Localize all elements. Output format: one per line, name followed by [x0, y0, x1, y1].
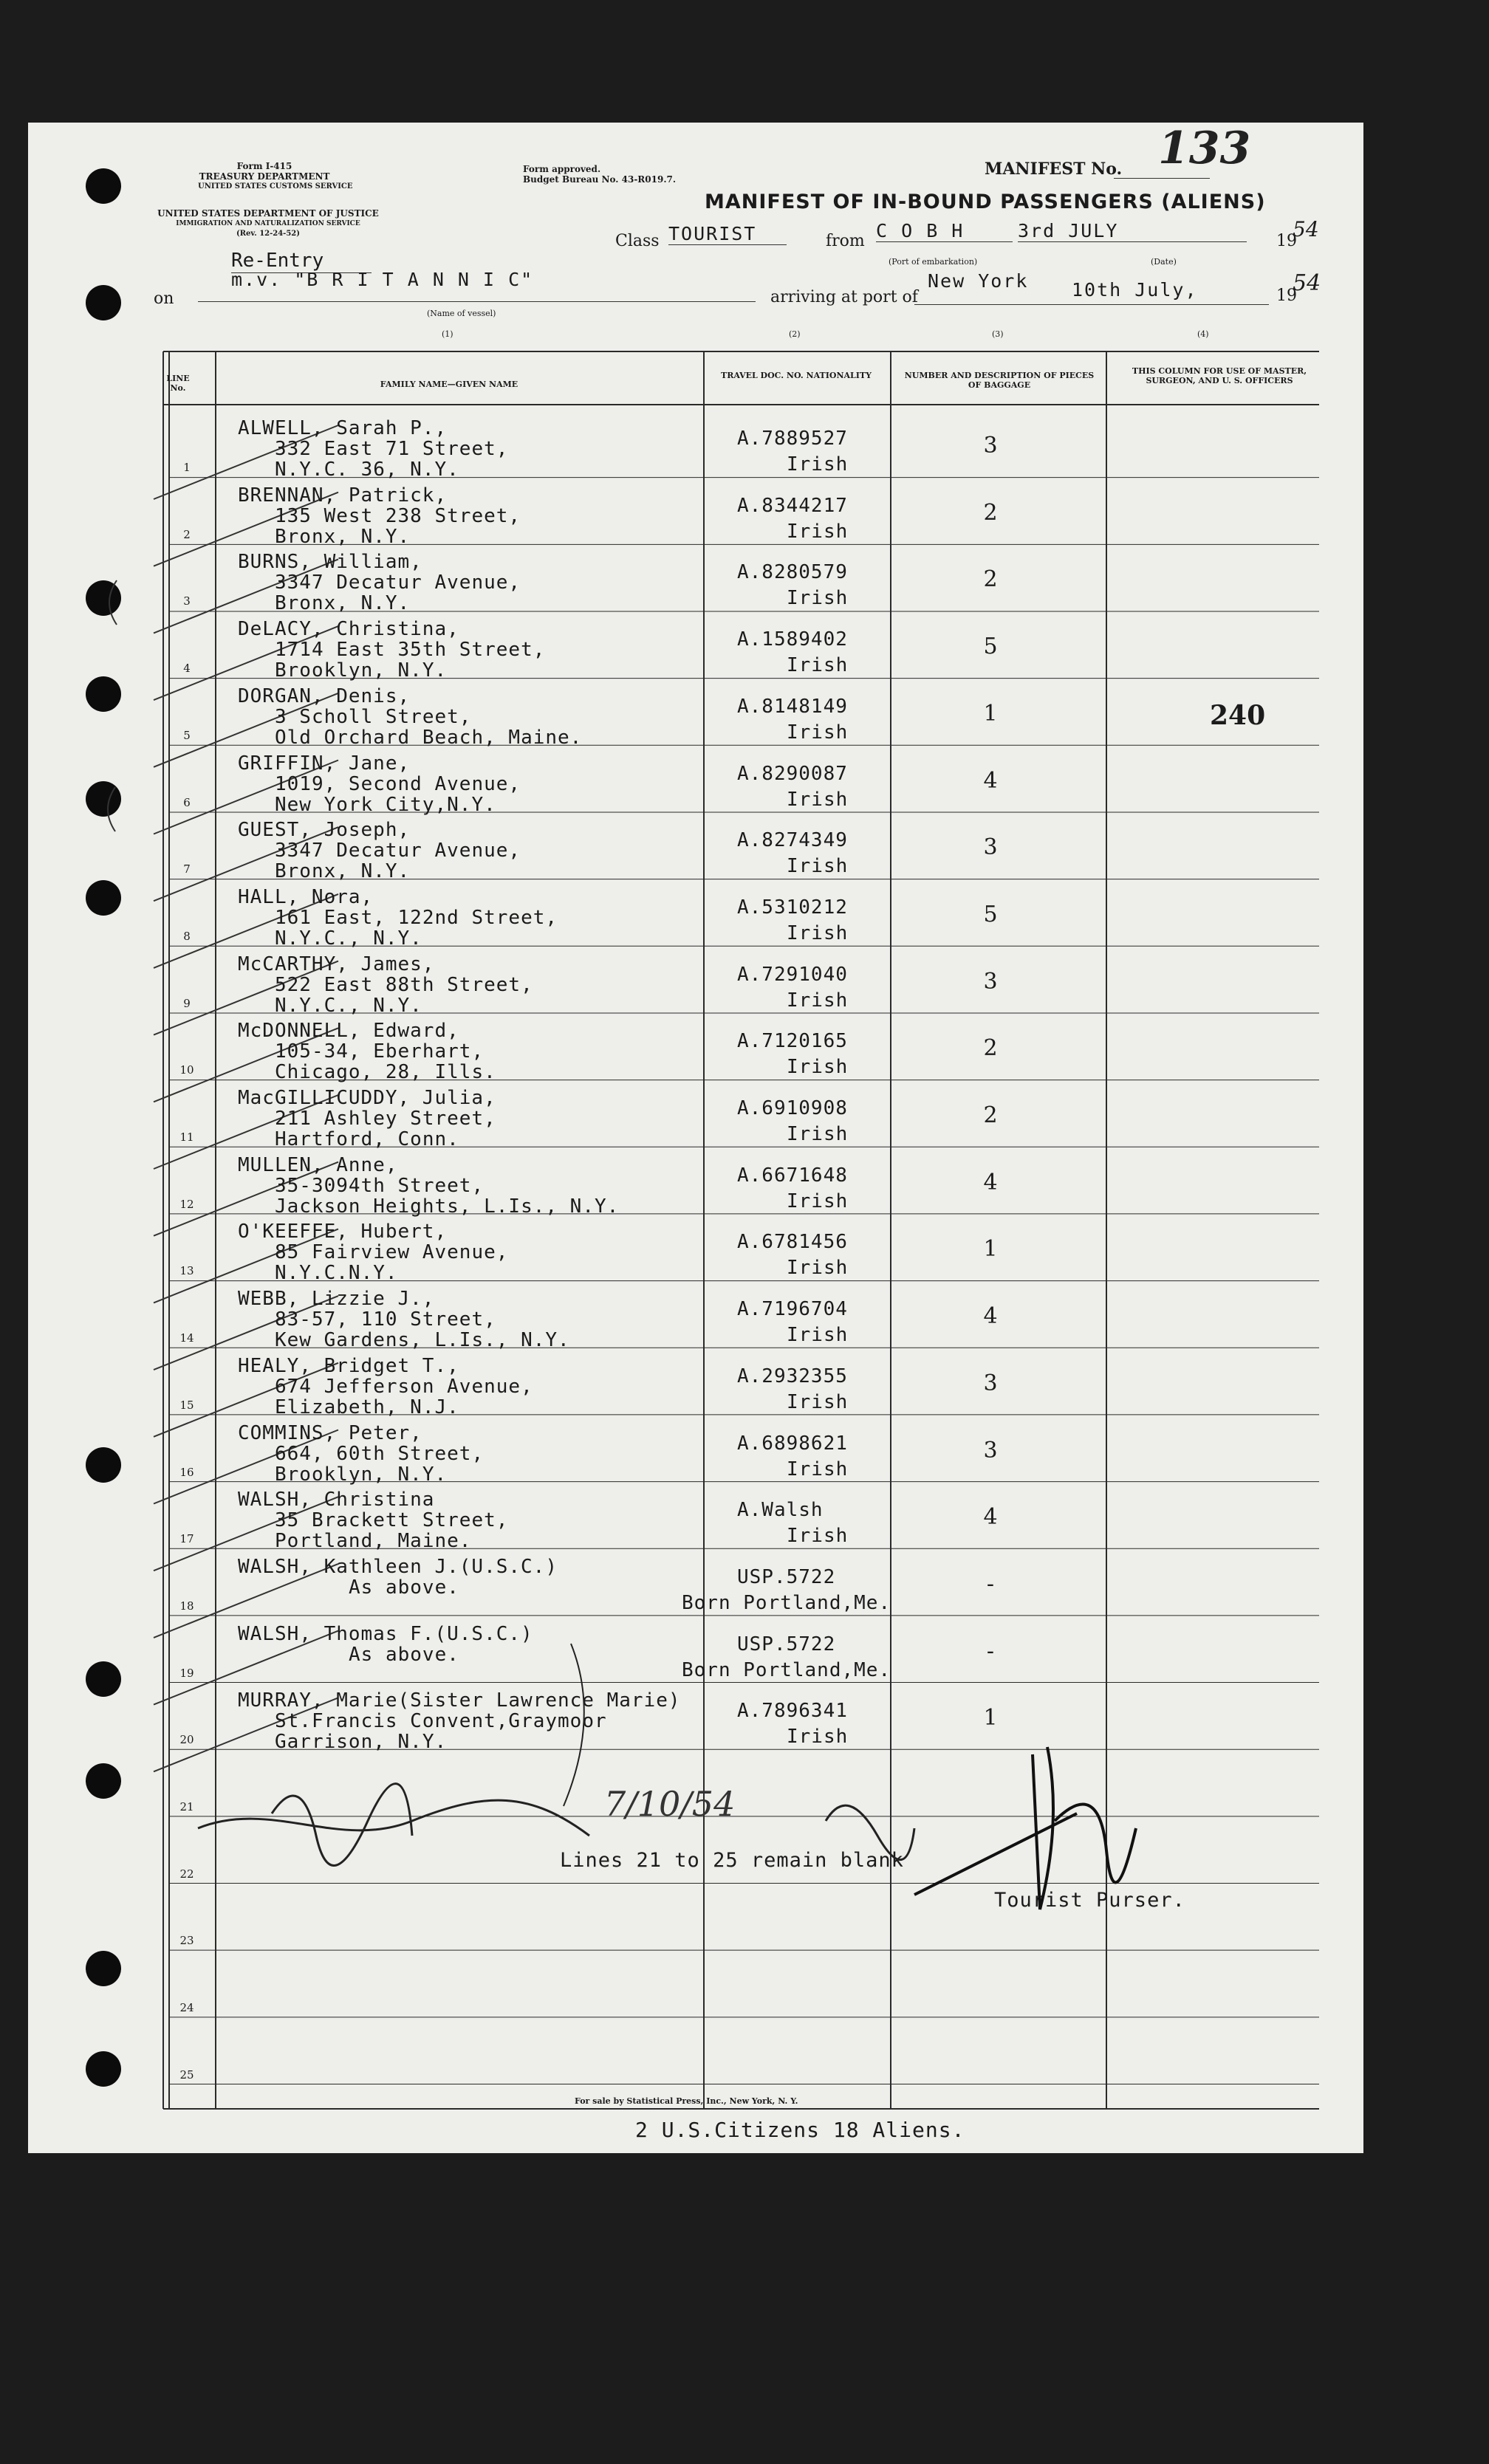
arrival-year-prefix: 19 — [1276, 286, 1297, 305]
travel-doc-number: A.8148149 — [737, 695, 848, 718]
passenger-city: Old Orchard Beach, Maine. — [275, 726, 583, 749]
nationality: Irish — [787, 1390, 849, 1413]
nationality: Irish — [787, 1257, 849, 1280]
travel-doc-number: A.7196704 — [737, 1298, 848, 1321]
passenger-name: O'KEEFFE, Hubert, — [238, 1221, 448, 1243]
passenger-name: MURRAY, Marie(Sister Lawrence Marie) — [238, 1689, 681, 1712]
passenger-city: N.Y.C., N.Y. — [275, 994, 422, 1017]
line-number: 11 — [179, 1130, 194, 1144]
nationality: Irish — [787, 922, 849, 944]
date-note: (Date) — [1151, 257, 1177, 267]
passenger-name: HEALY, Bridget T., — [238, 1354, 459, 1377]
passenger-address: 3347 Decatur Avenue, — [275, 572, 521, 594]
line-number: 5 — [183, 728, 191, 742]
column-number-1: (1) — [442, 329, 453, 339]
baggage-count: 2 — [983, 499, 998, 526]
passenger-address: 1714 East 35th Street, — [275, 639, 546, 662]
baggage-count: 5 — [983, 634, 998, 660]
purser-signature — [914, 1747, 1136, 1909]
form-line: UNITED STATES CUSTOMS SERVICE — [198, 182, 353, 191]
passenger-address: 664, 60th Street, — [275, 1442, 485, 1465]
nationality: Irish — [787, 1190, 849, 1212]
column-header-baggage: NUMBER AND DESCRIPTION OF PIECES OF BAGGAGE — [904, 371, 1095, 390]
port-note: (Port of embarkation) — [889, 257, 978, 267]
department-line: (Rev. 12-24-52) — [236, 230, 300, 238]
form-line: TREASURY DEPARTMENT — [199, 171, 330, 182]
passenger-city: N.Y.C. 36, N.Y. — [275, 459, 459, 481]
baggage-count: 2 — [983, 1102, 998, 1128]
passenger-name: WALSH, Kathleen J.(U.S.C.) — [238, 1555, 558, 1578]
baggage-count: 2 — [983, 1035, 998, 1062]
travel-doc-number: USP.5722 — [737, 1565, 836, 1588]
nationality: Irish — [787, 1056, 849, 1079]
travel-doc-number: A.8280579 — [737, 561, 848, 584]
line-number: 22 — [179, 1867, 194, 1881]
passenger-name: WEBB, Lizzie J., — [238, 1288, 435, 1311]
line-number: 2 — [183, 527, 191, 541]
travel-doc-number: A.8290087 — [737, 762, 848, 785]
baggage-count: 1 — [983, 1705, 998, 1732]
passenger-city: Jackson Heights, L.Is., N.Y. — [275, 1195, 620, 1218]
from-label: from — [826, 232, 865, 250]
passenger-address: 161 East, 122nd Street, — [275, 906, 558, 929]
year-suffix: 54 — [1293, 217, 1319, 241]
line-number: 20 — [179, 1733, 194, 1747]
passenger-address: 522 East 88th Street, — [275, 973, 533, 996]
travel-doc-number: A.Walsh — [737, 1499, 824, 1522]
line-number: 7 — [183, 862, 191, 876]
year-prefix: 19 — [1276, 232, 1297, 250]
line-number: 1 — [183, 461, 191, 474]
passenger-address: 3 Scholl Street, — [275, 705, 472, 728]
line-number: 4 — [183, 662, 191, 676]
passenger-name: GRIFFIN, Jane, — [238, 752, 411, 775]
baggage-count: 4 — [983, 1303, 998, 1330]
passenger-address: 1019, Second Avenue, — [275, 772, 521, 795]
passenger-city: Bronx, N.Y. — [275, 860, 411, 883]
column-number-2: (2) — [789, 329, 801, 339]
bracket-mark — [564, 1644, 584, 1806]
arriving-label: arriving at port of — [770, 288, 918, 306]
vessel-name: m.v. "B R I T A N N I C" — [231, 269, 534, 290]
column-header-line-no: LINE No. — [166, 374, 190, 393]
passenger-name: WALSH, Thomas F.(U.S.C.) — [238, 1622, 533, 1645]
baggage-count: 3 — [983, 433, 998, 459]
passenger-address: 105-34, Eberhart, — [275, 1040, 485, 1063]
passenger-city: Hartford, Conn. — [275, 1128, 459, 1150]
baggage-count: 5 — [983, 901, 998, 927]
line-number: 16 — [179, 1465, 194, 1479]
manifest-number: 133 — [1158, 123, 1251, 174]
from-port: C O B H — [876, 220, 1013, 242]
nationality: Irish — [787, 1458, 849, 1480]
line-number: 9 — [183, 996, 191, 1010]
passenger-city: Chicago, 28, Ills. — [275, 1061, 496, 1084]
passenger-name: MacGILLICUDDY, Julia, — [238, 1087, 496, 1109]
passenger-name: BRENNAN, Patrick, — [238, 484, 448, 507]
baggage-count: 4 — [983, 767, 998, 794]
travel-doc-number: A.1589402 — [737, 628, 848, 651]
travel-doc-number: A.6898621 — [737, 1432, 848, 1455]
passenger-city: Elizabeth, N.J. — [275, 1396, 459, 1418]
line-number: 10 — [179, 1063, 194, 1077]
travel-doc-number: A.7120165 — [737, 1030, 848, 1053]
line-number: 24 — [179, 2001, 194, 2015]
travel-doc-number: A.7291040 — [737, 963, 848, 986]
baggage-count: 3 — [983, 834, 998, 861]
passenger-city: N.Y.C., N.Y. — [275, 927, 422, 950]
approval-line: Budget Bureau No. 43-R019.7. — [523, 174, 677, 185]
nationality: Irish — [787, 453, 849, 476]
line-number: 13 — [179, 1264, 194, 1278]
passenger-city: Brooklyn, N.Y. — [275, 1463, 448, 1486]
column-number-3: (3) — [992, 329, 1004, 339]
nationality: Irish — [787, 1726, 849, 1749]
baggage-count: - — [986, 1638, 995, 1664]
line-number: 25 — [179, 2067, 194, 2082]
manifest-page — [28, 123, 1363, 2153]
passenger-name: ALWELL, Sarah P., — [238, 417, 448, 439]
line-number: 14 — [179, 1331, 194, 1345]
department-line: UNITED STATES DEPARTMENT OF JUSTICE — [157, 208, 379, 219]
from-date: 3rd JULY — [1018, 220, 1247, 242]
vessel-note: (Name of vessel) — [427, 309, 496, 318]
class-label: Class — [615, 232, 660, 250]
passenger-address: 332 East 71 Street, — [275, 438, 509, 460]
travel-doc-number: A.6671648 — [737, 1164, 848, 1187]
line-number: 15 — [179, 1398, 194, 1412]
passenger-name: DeLACY, Christina, — [238, 618, 459, 641]
travel-doc-number: A.6781456 — [737, 1231, 848, 1254]
nationality: Irish — [787, 1525, 849, 1548]
passenger-city: Portland, Maine. — [275, 1530, 472, 1553]
passenger-name: MULLEN, Anne, — [238, 1153, 398, 1176]
arrival-year-suffix: 54 — [1293, 270, 1321, 296]
travel-doc-number: A.7889527 — [737, 428, 848, 450]
baggage-count: 3 — [983, 968, 998, 995]
travel-doc-number: A.2932355 — [737, 1365, 848, 1387]
passenger-name: GUEST, Joseph, — [238, 819, 411, 842]
passenger-address: 3347 Decatur Avenue, — [275, 840, 521, 862]
baggage-count: 3 — [983, 1370, 998, 1396]
baggage-count: 4 — [983, 1169, 998, 1195]
on-label: on — [154, 289, 174, 308]
baggage-count: 1 — [983, 1236, 998, 1263]
baggage-count: 2 — [983, 566, 998, 593]
passenger-address: 35 Brackett Street, — [275, 1509, 509, 1532]
line-number: 6 — [183, 795, 191, 809]
line-number: 8 — [183, 929, 191, 943]
line-number: 21 — [179, 1800, 194, 1813]
signature-scribble — [272, 1784, 412, 1866]
manifest-title: MANIFEST OF IN-BOUND PASSENGERS (ALIENS) — [705, 191, 1266, 213]
nationality: Irish — [787, 1324, 849, 1347]
passenger-address: 85 Fairview Avenue, — [275, 1241, 509, 1264]
travel-doc-number: USP.5722 — [737, 1633, 836, 1655]
nationality: Irish — [787, 721, 849, 744]
form-line: Form I-415 — [236, 161, 292, 171]
line-number: 12 — [179, 1197, 194, 1211]
column-number-4: (4) — [1197, 329, 1209, 339]
passenger-name: BURNS, William, — [238, 551, 422, 574]
passenger-address: 135 West 238 Street, — [275, 504, 521, 527]
passenger-city: As above. — [349, 1643, 459, 1666]
reentry-label: Re-Entry — [231, 250, 324, 272]
handwritten-date: 7/10/54 — [604, 1784, 736, 1824]
nationality: Irish — [787, 520, 849, 543]
baggage-count: 1 — [983, 700, 998, 727]
class-value: TOURIST — [668, 223, 787, 245]
nationality: Irish — [787, 1123, 849, 1145]
travel-doc-number: A.8274349 — [737, 829, 848, 852]
line-number: 3 — [183, 594, 191, 608]
column-header-name: FAMILY NAME—GIVEN NAME — [380, 380, 518, 389]
nationality: Irish — [787, 654, 849, 677]
passenger-name: COMMINS, Peter, — [238, 1421, 422, 1444]
printer-credit: For sale by Statistical Press, Inc., New York, N. Y. — [575, 2096, 798, 2106]
baggage-count: 4 — [983, 1504, 998, 1531]
passenger-city: Brooklyn, N.Y. — [275, 659, 448, 682]
baggage-count: - — [986, 1571, 995, 1597]
nationality: Born Portland,Me. — [682, 1658, 891, 1681]
signature-scribble — [198, 1800, 589, 1836]
nationality: Born Portland,Me. — [682, 1591, 891, 1614]
passenger-city: Bronx, N.Y. — [275, 592, 411, 615]
nationality: Irish — [787, 788, 849, 811]
passenger-address: 35-3094th Street, — [275, 1174, 485, 1197]
department-line: IMMIGRATION AND NATURALIZATION SERVICE — [176, 220, 360, 227]
summary-line: 2 U.S.Citizens 18 Aliens. — [635, 2118, 965, 2142]
arrival-date: 10th July, — [1072, 279, 1198, 301]
passenger-city: New York City,N.Y. — [275, 793, 496, 816]
arrival-port: New York — [928, 270, 1029, 292]
officer-note: 240 — [1210, 700, 1266, 731]
handwritten-marks — [28, 123, 1363, 2153]
passenger-address: St.Francis Convent,Graymoor — [275, 1710, 607, 1733]
approval-line: Form approved. — [523, 164, 601, 174]
line-number: 18 — [179, 1599, 194, 1613]
passenger-city: As above. — [349, 1576, 459, 1599]
baggage-count: 3 — [983, 1437, 998, 1463]
manifest-no-label: MANIFEST No. — [985, 159, 1123, 179]
passenger-address: 674 Jefferson Avenue, — [275, 1375, 533, 1398]
column-header-travel-doc: TRAVEL DOC. NO. NATIONALITY — [721, 371, 872, 380]
nationality: Irish — [787, 855, 849, 878]
travel-doc-number: A.6910908 — [737, 1097, 848, 1119]
blank-lines-note: Lines 21 to 25 remain blank — [560, 1849, 904, 1872]
line-number: 19 — [179, 1666, 194, 1680]
passenger-city: Kew Gardens, L.Is., N.Y. — [275, 1329, 570, 1352]
passenger-address: 83-57, 110 Street, — [275, 1308, 496, 1331]
line-number: 23 — [179, 1934, 194, 1948]
passenger-city: N.Y.C.N.Y. — [275, 1262, 398, 1285]
margin-mark — [108, 580, 117, 831]
passenger-name: McCARTHY, James, — [238, 953, 435, 975]
passenger-name: WALSH, Christina — [238, 1489, 435, 1511]
nationality: Irish — [787, 587, 849, 610]
signature-scribble — [826, 1805, 914, 1860]
column-header-officers: THIS COLUMN FOR USE OF MASTER, SURGEON, AND U. S. OFFICERS — [1132, 366, 1307, 385]
travel-doc-number: A.8344217 — [737, 494, 848, 517]
passenger-name: DORGAN, Denis, — [238, 684, 411, 707]
passenger-city: Bronx, N.Y. — [275, 525, 411, 548]
passenger-name: McDONNELL, Edward, — [238, 1020, 459, 1043]
travel-doc-number: A.5310212 — [737, 896, 848, 919]
passenger-address: 211 Ashley Street, — [275, 1108, 496, 1130]
passenger-name: HALL, Nora, — [238, 885, 374, 908]
travel-doc-number: A.7896341 — [737, 1700, 848, 1723]
passenger-city: Garrison, N.Y. — [275, 1731, 448, 1754]
nationality: Irish — [787, 989, 849, 1012]
purser-title: Tourist Purser. — [994, 1889, 1185, 1912]
line-number: 17 — [179, 1532, 194, 1546]
